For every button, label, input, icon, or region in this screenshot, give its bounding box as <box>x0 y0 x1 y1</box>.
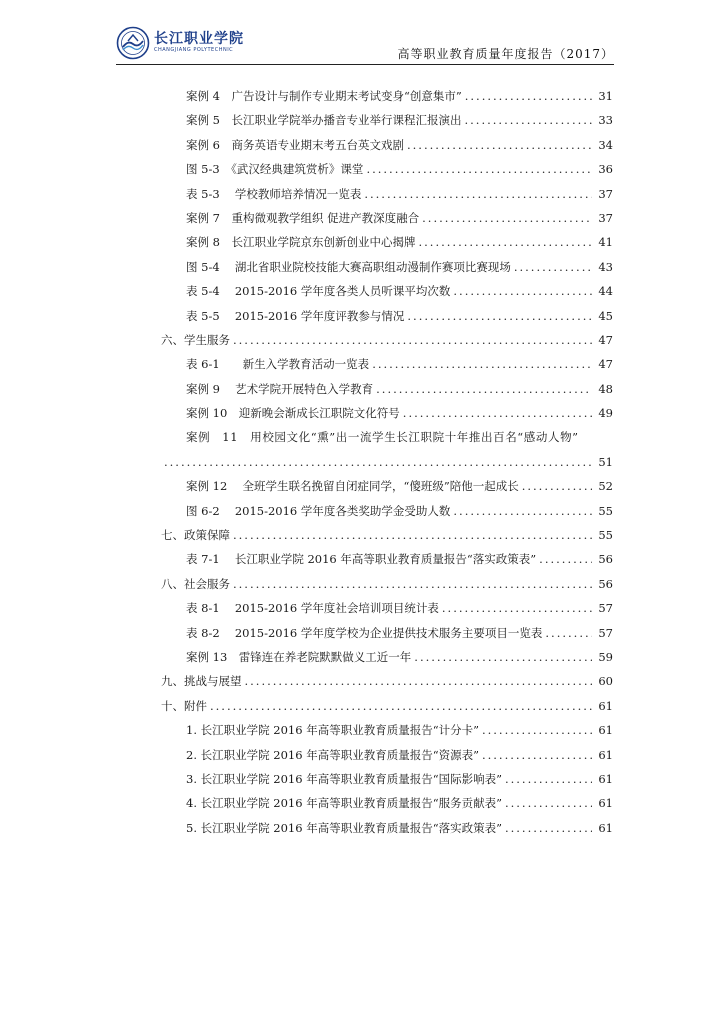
toc-entry-title: 4. 长江职业学院 2016 年高等职业教育质量报告“服务贡献表” <box>186 796 502 811</box>
toc-leader-dots <box>505 816 592 840</box>
toc-leader-dots <box>522 474 593 498</box>
toc-entry[interactable] <box>161 206 613 230</box>
toc-entry-title: 表 5-4 2015-2016 学年度各类人员听课平均次数 <box>186 284 451 299</box>
toc-leader-dots <box>442 596 592 620</box>
toc-entry[interactable] <box>161 816 613 840</box>
toc-entry-title: 5. 长江职业学院 2016 年高等职业教育质量报告“落实政策表” <box>186 820 502 835</box>
toc-entry-title: 案例 4 广告设计与制作专业期末考试变身“创意集市” <box>186 89 462 103</box>
toc-page-number: 56 <box>598 576 613 591</box>
toc-leader-dots <box>545 621 592 645</box>
toc-page-number: 48 <box>598 381 613 396</box>
toc-page-number: 55 <box>598 528 613 543</box>
toc-leader-dots <box>418 230 592 254</box>
toc-page-number: 61 <box>598 723 613 738</box>
toc-entry-title: 案例 6 商务英语专业期末考五台英文戏剧 <box>186 137 404 152</box>
toc-entry[interactable] <box>161 718 613 742</box>
toc-page-number: 49 <box>598 406 613 421</box>
toc-leader-dots <box>464 108 592 132</box>
toc-entry-title: 八、社会服务 <box>161 576 230 591</box>
toc-page-number: 51 <box>598 454 613 469</box>
toc-leader-dots <box>407 304 592 328</box>
toc-leader-dots <box>376 377 592 401</box>
toc-leader-dots <box>414 645 592 669</box>
toc-page-number: 52 <box>598 479 613 494</box>
toc-entry[interactable] <box>161 791 613 815</box>
toc-leader-dots <box>422 206 592 230</box>
toc-entry-title: 案例 8 长江职业学院京东创新创业中心揭牌 <box>186 235 416 250</box>
toc-entry-title: 七、政策保障 <box>161 528 230 543</box>
toc-leader-dots <box>366 157 592 181</box>
toc-entry[interactable] <box>161 767 613 791</box>
toc-entry-title: 表 7-1 长江职业学院 2016 年高等职业教育质量报告“落实政策表” <box>186 552 537 567</box>
toc-entry[interactable] <box>161 523 613 547</box>
toc-page-number: 37 <box>598 210 613 225</box>
toc-leader-dots <box>453 499 592 523</box>
toc-entry-title: 案例 7 重构微观教学组织 促进产教深度融合 <box>186 210 420 225</box>
toc-page-number: 61 <box>598 747 613 762</box>
toc-entry[interactable] <box>161 230 613 254</box>
toc-page-number: 61 <box>598 820 613 835</box>
toc-entry[interactable] <box>161 352 613 376</box>
toc-entry-title: 案例 5 长江职业学院举办播音专业举行课程汇报演出 <box>186 113 462 128</box>
toc-entry[interactable] <box>161 743 613 767</box>
toc-entry[interactable] <box>161 669 613 693</box>
toc-entry[interactable] <box>161 450 613 474</box>
toc-page-number: 44 <box>598 284 613 299</box>
college-logo <box>116 26 296 60</box>
college-emblem-icon <box>116 26 150 60</box>
toc-page-number: 47 <box>598 357 613 372</box>
toc-entry[interactable] <box>161 182 613 206</box>
report-title: 高等职业教育质量年度报告（2017） <box>397 47 614 61</box>
toc-entry[interactable] <box>161 621 613 645</box>
toc-entry[interactable] <box>161 547 613 571</box>
toc-leader-dots <box>505 791 592 815</box>
toc-page-number: 61 <box>598 771 613 786</box>
toc-entry[interactable] <box>161 572 613 596</box>
toc-entry[interactable] <box>161 377 613 401</box>
toc-entry[interactable] <box>161 328 613 352</box>
toc-entry[interactable] <box>161 425 613 449</box>
toc-entry[interactable] <box>161 84 613 108</box>
page-header <box>116 26 614 66</box>
toc-leader-dots <box>505 767 592 791</box>
toc-leader-dots <box>407 133 592 157</box>
toc-page-number: 57 <box>598 625 613 640</box>
toc-entry-title: 3. 长江职业学院 2016 年高等职业教育质量报告“国际影响表” <box>186 771 502 786</box>
toc-entry[interactable] <box>161 499 613 523</box>
toc-leader-dots <box>403 401 593 425</box>
toc-entry[interactable] <box>161 474 613 498</box>
toc-entry-title: 案例 12 全班学生联名挽留自闭症同学，“傻班级”陪他一起成长 <box>186 479 519 494</box>
toc-page-number: 61 <box>598 698 613 713</box>
toc-entry-title: 案例 9 艺术学院开展特色入学教育 <box>186 381 374 396</box>
toc-page-number: 60 <box>598 674 613 689</box>
toc-entry[interactable] <box>161 596 613 620</box>
toc-entry-title: 图 6-2 2015-2016 学年度各类奖助学金受助人数 <box>186 503 451 518</box>
toc-entry[interactable] <box>161 255 613 279</box>
logo-english-name: CHANGJIANG POLYTECHNIC <box>154 47 234 53</box>
header-divider <box>116 64 614 65</box>
toc-page-number: 33 <box>598 113 613 128</box>
toc-entry-title: 表 5-3 学校教师培养情况一览表 <box>186 186 362 201</box>
toc-entry-title: 六、学生服务 <box>161 332 230 347</box>
logo-chinese-name: 长江职业学院 <box>154 31 244 47</box>
toc-page-number: 55 <box>598 503 613 518</box>
toc-leader-dots <box>233 572 592 596</box>
toc-entry-title: 案例 11 用校园文化“熏”出一流学生长江职院十年推出百名“感动人物” <box>186 430 579 445</box>
toc-entry-title: 1. 长江职业学院 2016 年高等职业教育质量报告“计分卡” <box>186 723 479 738</box>
toc-leader-dots <box>210 694 592 718</box>
toc-leader-dots <box>364 182 592 206</box>
toc-page-number: 47 <box>598 332 613 347</box>
toc-entry[interactable] <box>161 108 613 132</box>
toc-entry[interactable] <box>161 694 613 718</box>
toc-leader-dots <box>245 669 593 693</box>
toc-entry-title: 2. 长江职业学院 2016 年高等职业教育质量报告“资源表” <box>186 747 479 762</box>
toc-leader-dots <box>465 84 593 108</box>
table-of-contents <box>161 84 613 840</box>
toc-entry[interactable] <box>161 645 613 669</box>
toc-leader-dots <box>514 255 593 279</box>
toc-entry-title: 表 6-1 新生入学教育活动一览表 <box>186 357 370 372</box>
toc-leader-dots <box>233 523 592 547</box>
toc-page-number: 34 <box>598 137 613 152</box>
toc-entry[interactable] <box>161 279 613 303</box>
toc-entry[interactable] <box>161 304 613 328</box>
toc-leader-dots <box>539 547 592 571</box>
toc-entry-title: 表 8-2 2015-2016 学年度学校为企业提供技术服务主要项目一览表 <box>186 625 543 640</box>
toc-entry-title: 九、挑战与展望 <box>161 674 242 689</box>
toc-page-number: 45 <box>598 308 613 323</box>
toc-entry[interactable] <box>161 401 613 425</box>
toc-leader-dots <box>372 352 592 376</box>
toc-leader-dots <box>233 328 592 352</box>
toc-entry-title: 案例 10 迎新晚会渐成长江职院文化符号 <box>186 406 400 421</box>
toc-entry-title: 表 8-1 2015-2016 学年度社会培训项目统计表 <box>186 601 439 616</box>
toc-leader-dots <box>482 718 592 742</box>
toc-page-number: 31 <box>598 89 613 103</box>
toc-entry-title: 表 5-5 2015-2016 学年度评教参与情况 <box>186 308 405 323</box>
toc-page-number: 59 <box>598 649 613 664</box>
toc-page-number: 41 <box>598 235 613 250</box>
toc-entry-title: 图 5-3 《武汉经典建筑赏析》课堂 <box>186 162 364 177</box>
toc-leader-dots <box>164 450 592 474</box>
toc-entry-title: 图 5-4 湖北省职业院校技能大赛高职组动漫制作赛项比赛现场 <box>186 259 511 274</box>
toc-entry[interactable] <box>161 133 613 157</box>
toc-entry-title: 案例 13 雷锋连在养老院默默做义工近一年 <box>186 649 412 664</box>
toc-page-number: 61 <box>598 796 613 811</box>
toc-leader-dots <box>453 279 592 303</box>
toc-entry-title: 十、附件 <box>161 698 207 713</box>
toc-page-number: 43 <box>598 259 613 274</box>
toc-entry[interactable] <box>161 157 613 181</box>
toc-leader-dots <box>482 743 592 767</box>
toc-page-number: 36 <box>598 162 613 177</box>
toc-page-number: 57 <box>598 601 613 616</box>
toc-page-number: 56 <box>598 552 613 567</box>
toc-page-number: 37 <box>598 186 613 201</box>
